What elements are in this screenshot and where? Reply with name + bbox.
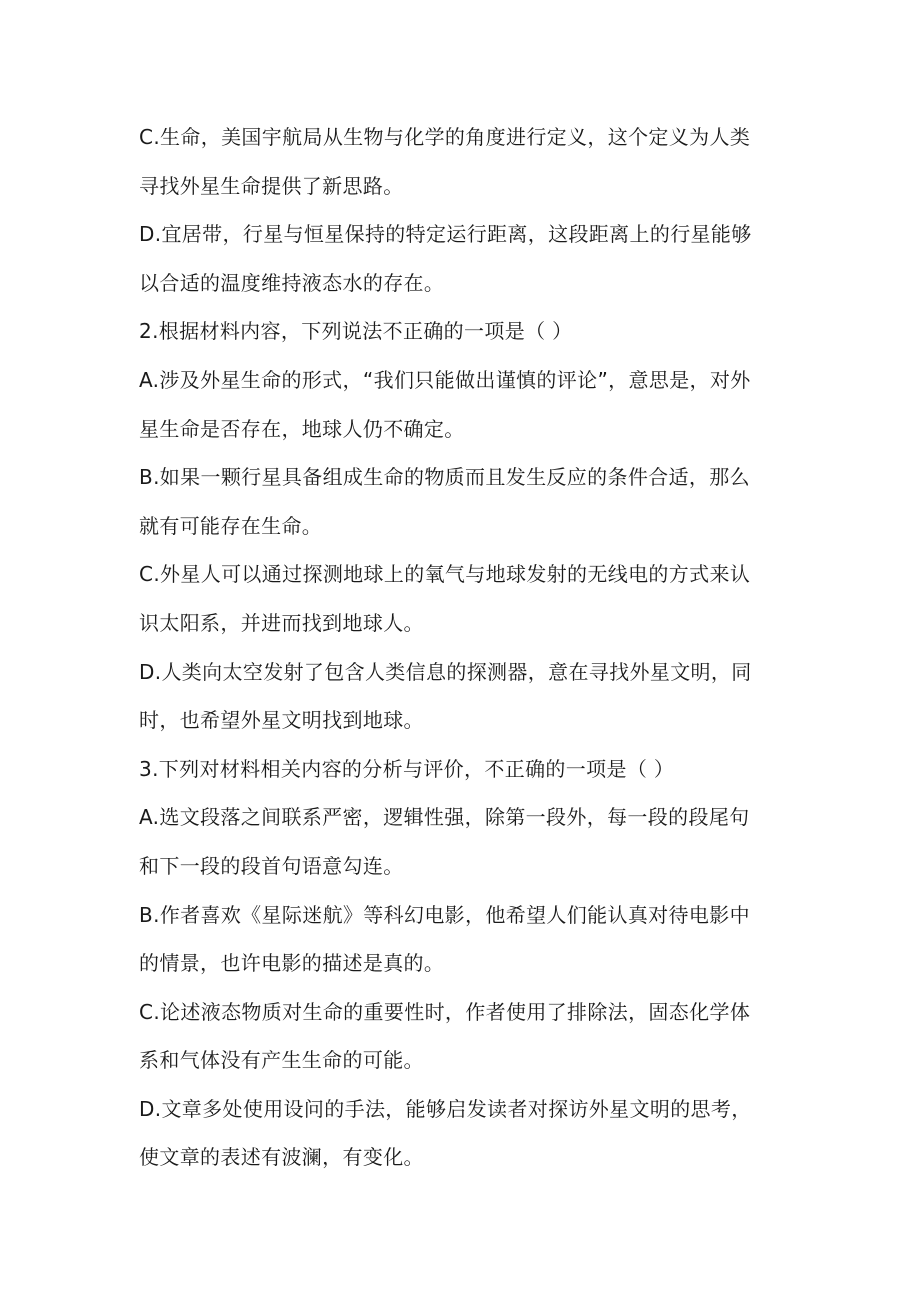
text-line: 就有可能存在生命。 xyxy=(139,513,323,538)
text-line: 的情景，也许电影的描述是真的。 xyxy=(139,951,445,976)
question-3-stem: 3.下列对材料相关内容的分析与评价，不正确的一项是（ ） xyxy=(139,756,675,781)
text-line: D.宜居带，行星与恒星保持的特定运行距离，这段距离上的行星能够 xyxy=(139,222,752,247)
text-line: 以合适的温度维持液态水的存在。 xyxy=(139,270,445,295)
text-line: A.涉及外星生命的形式，“我们只能做出谨慎的评论”，意思是，对外 xyxy=(139,367,751,392)
question-2-stem: 2.根据材料内容，下列说法不正确的一项是（ ） xyxy=(139,319,573,344)
text-line: C.生命，美国宇航局从生物与化学的角度进行定义，这个定义为人类 xyxy=(139,125,751,149)
document-body xyxy=(139,113,784,1182)
text-line: D.文章多处使用设问的手法，能够启发读者对探访外星文明的思考， xyxy=(139,1096,752,1121)
text-line: A.选文段落之间联系严密，逻辑性强，除第一段外，每一段的段尾句 xyxy=(139,805,750,830)
text-line: B.作者喜欢《星际迷航》等科幻电影，他希望人们能认真对待电影中 xyxy=(139,902,750,927)
text-line: 系和气体没有产生生命的可能。 xyxy=(139,1048,424,1073)
text-line: D.人类向太空发射了包含人类信息的探测器，意在寻找外星文明，同 xyxy=(139,659,752,684)
text-line: C.外星人可以通过探测地球上的氧气与地球发射的无线电的方式来认 xyxy=(139,562,751,587)
text-line: B.如果一颗行星具备组成生命的物质而且发生反应的条件合适，那么 xyxy=(139,465,750,490)
text-line: C.论述液态物质对生命的重要性时，作者使用了排除法，固态化学体 xyxy=(139,999,751,1024)
text-line: 和下一段的段首句语意勾连。 xyxy=(139,853,404,878)
text-line: 星生命是否存在，地球人仍不确定。 xyxy=(139,416,465,441)
text-line: 时，也希望外星文明找到地球。 xyxy=(139,708,424,733)
text-line: 寻找外星生命提供了新思路。 xyxy=(139,173,404,198)
text-line: 识太阳系，并进而找到地球人。 xyxy=(139,610,424,635)
text-line: 使文章的表述有波澜，有变化。 xyxy=(139,1145,424,1170)
